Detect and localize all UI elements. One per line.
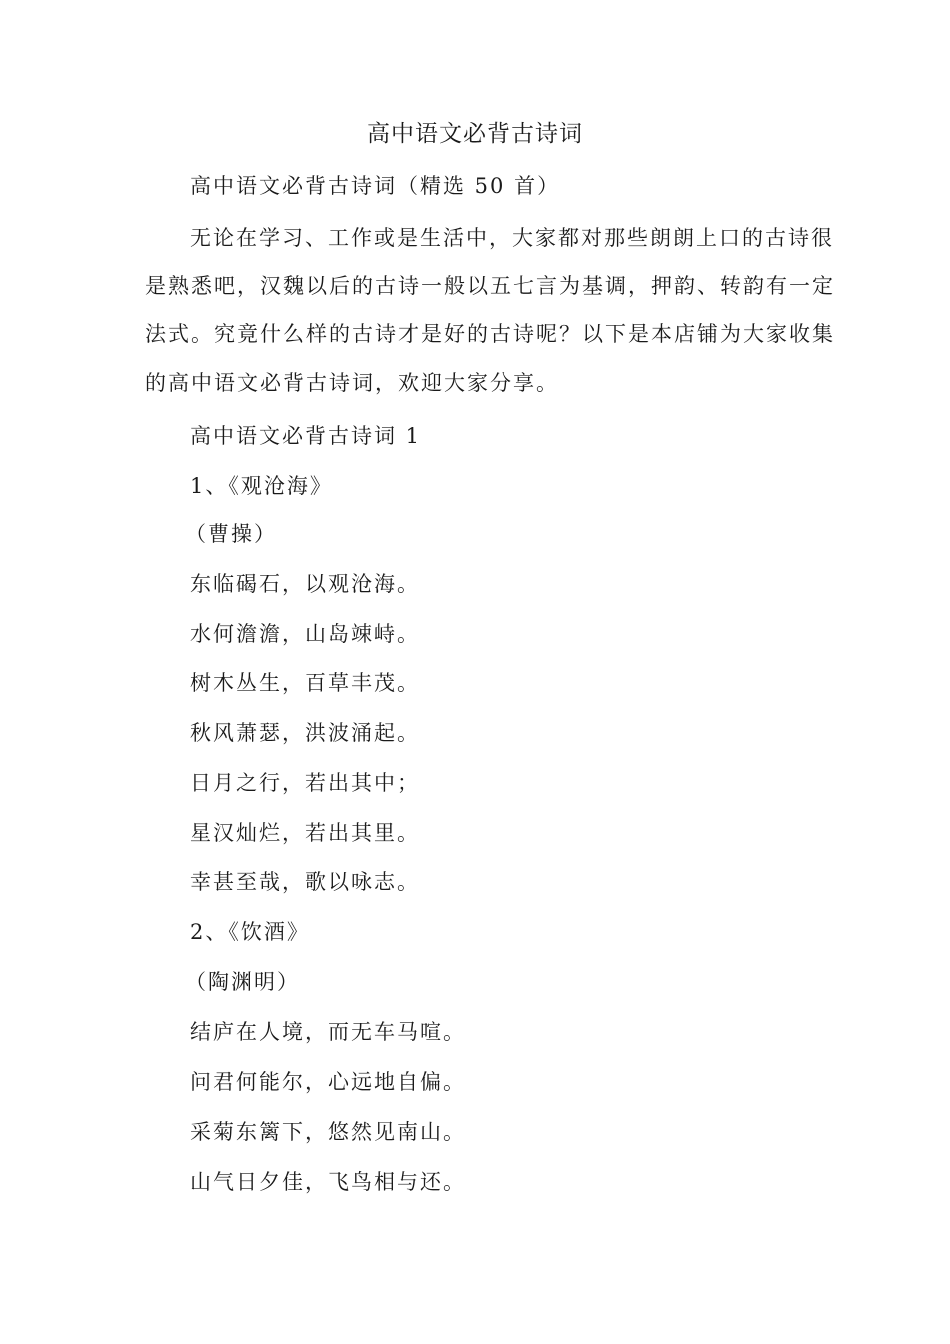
poem-line: 问君何能尔，心远地自偏。 (190, 1070, 466, 1094)
poem-heading: 1、《观沧海》 (190, 474, 333, 498)
poem-author: （陶渊明） (185, 970, 300, 994)
poem-line: 水何澹澹，山岛竦峙。 (190, 622, 420, 646)
poem-line: 山气日夕佳，飞鸟相与还。 (190, 1170, 466, 1194)
intro-line: 是熟悉吧，汉魏以后的古诗一般以五七言为基调，押韵、转韵有一定 (145, 274, 835, 298)
poem-line: 幸甚至哉，歌以咏志。 (190, 870, 420, 894)
poem-line: 结庐在人境，而无车马喧。 (190, 1020, 466, 1044)
poem-author: （曹操） (185, 522, 277, 546)
intro-line: 法式。究竟什么样的古诗才是好的古诗呢？以下是本店铺为大家收集 (145, 322, 835, 346)
poem-line: 星汉灿烂，若出其里。 (190, 821, 420, 845)
poem-line: 采菊东篱下，悠然见南山。 (190, 1120, 466, 1144)
intro-line: 无论在学习、工作或是生活中，大家都对那些朗朗上口的古诗很 (190, 226, 834, 250)
poem-line: 日月之行，若出其中； (190, 771, 420, 795)
document-subtitle: 高中语文必背古诗词（精选 50 首） (190, 174, 561, 198)
poem-heading: 2、《饮酒》 (190, 920, 310, 944)
poem-line: 树木丛生，百草丰茂。 (190, 671, 420, 695)
intro-line: 的高中语文必背古诗词，欢迎大家分享。 (145, 371, 559, 395)
poem-line: 东临碣石，以观沧海。 (190, 572, 420, 596)
document-title: 高中语文必背古诗词 (367, 121, 583, 147)
poem-line: 秋风萧瑟，洪波涌起。 (190, 721, 420, 745)
section-heading: 高中语文必背古诗词 1 (190, 424, 422, 448)
